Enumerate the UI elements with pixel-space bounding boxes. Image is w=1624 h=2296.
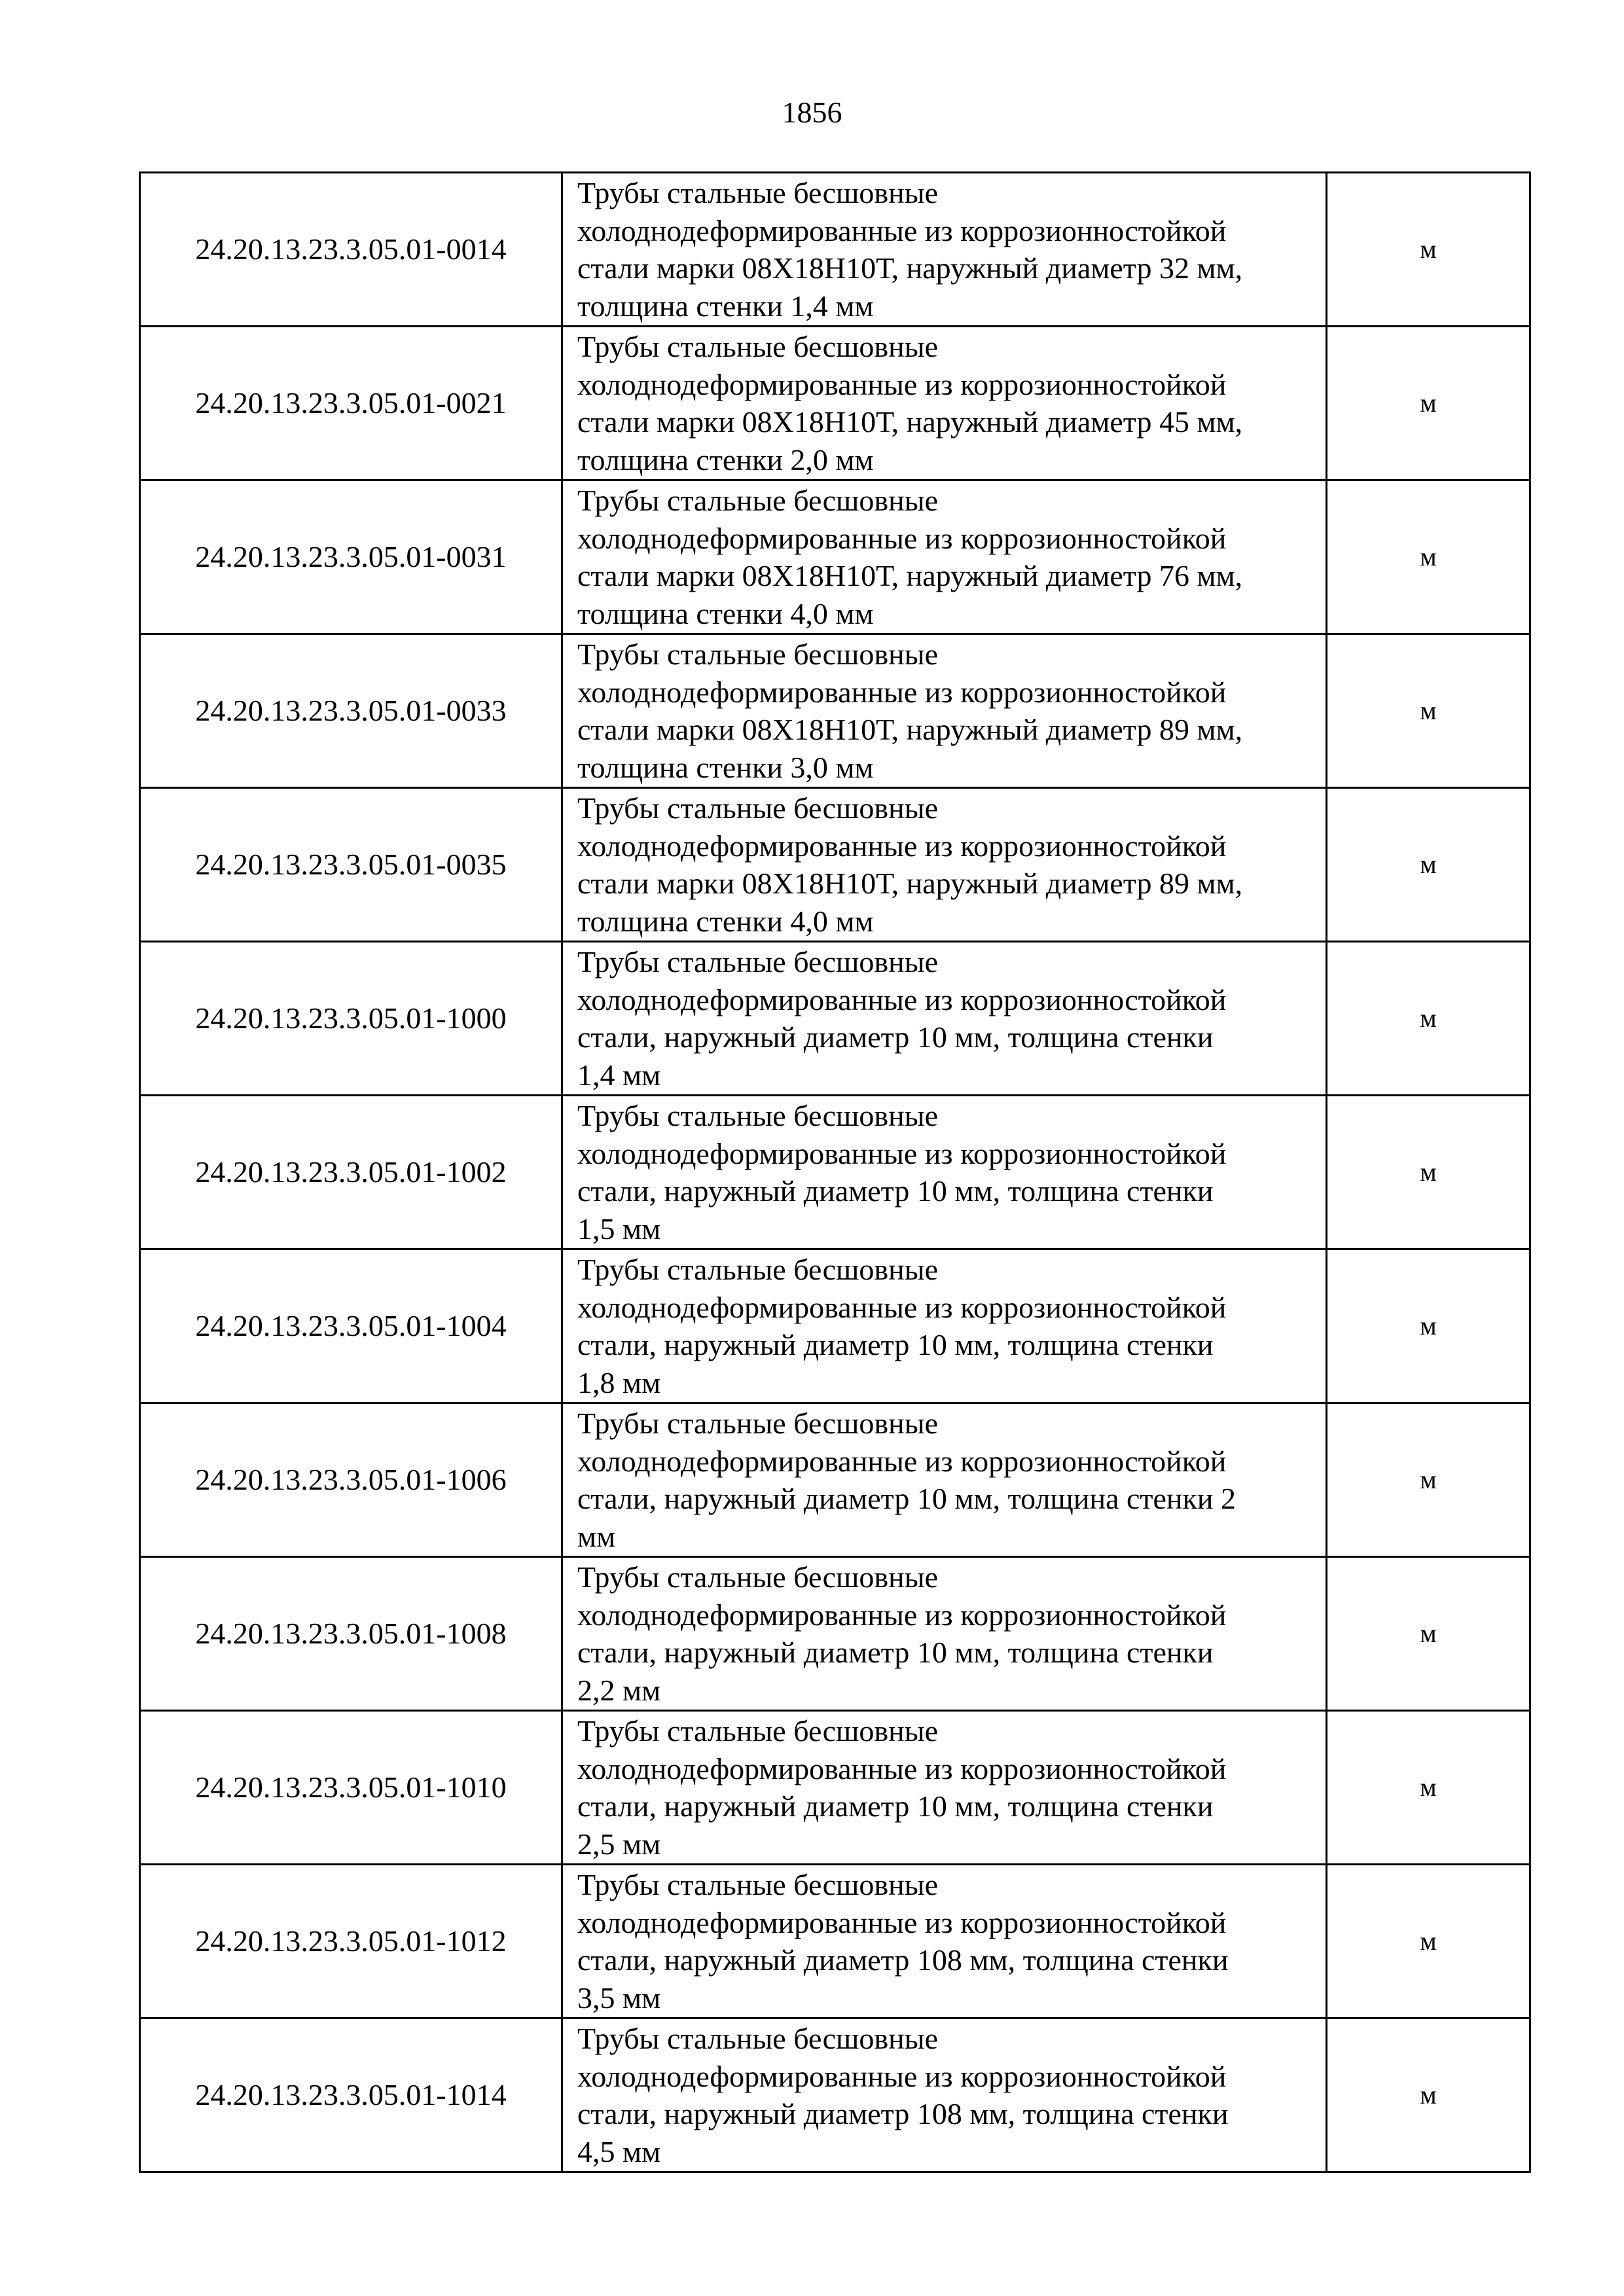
- table-row: [140, 1096, 1530, 1249]
- item-description-cell: [562, 327, 1327, 480]
- page-number: 1856: [782, 96, 842, 129]
- item-unit-cell: м: [1327, 1403, 1530, 1557]
- item-code-cell: 24.20.13.23.3.05.01-1008: [140, 1557, 562, 1711]
- description-line: Трубы стальные бесшовные: [577, 2022, 939, 2055]
- item-code-cell: 24.20.13.23.3.05.01-0021: [140, 327, 562, 480]
- table-row: [140, 942, 1530, 1096]
- description-line: толщина стенки 4,0 мм: [577, 904, 874, 938]
- item-unit-cell: м: [1327, 1249, 1530, 1403]
- table-row: [140, 1403, 1530, 1557]
- description-line: стали, наружный диаметр 108 мм, толщина стенки: [577, 2097, 1229, 2130]
- description-line: стали марки 08Х18Н10Т, наружный диаметр 89 мм,: [577, 867, 1243, 900]
- table-row: [140, 788, 1530, 942]
- item-code-cell: 24.20.13.23.3.05.01-1006: [140, 1403, 562, 1557]
- description-line: Трубы стальные бесшовные: [577, 330, 939, 363]
- description-line: Трубы стальные бесшовные: [577, 791, 939, 825]
- item-description-cell: [562, 1096, 1327, 1249]
- description-line: 2,2 мм: [577, 1673, 661, 1707]
- item-code-cell: 24.20.13.23.3.05.01-0014: [140, 173, 562, 327]
- item-unit-cell: м: [1327, 327, 1530, 480]
- item-description-cell: [562, 1249, 1327, 1403]
- description-line: стали марки 08Х18Н10Т, наружный диаметр 32 мм,: [577, 251, 1243, 285]
- description-line: холоднодеформированные из коррозионностойкой: [577, 2059, 1227, 2093]
- description-line: холоднодеформированные из коррозионностойкой: [577, 1751, 1227, 1785]
- item-unit-cell: м: [1327, 1865, 1530, 2018]
- description-line: холоднодеформированные из коррозионностойкой: [577, 675, 1227, 709]
- description-line: холоднодеформированные из коррозионностойкой: [577, 1136, 1227, 1170]
- description-line: холоднодеформированные из коррозионностойкой: [577, 1444, 1227, 1478]
- description-line: стали, наружный диаметр 10 мм, толщина стенки: [577, 1020, 1214, 1054]
- item-unit-cell: м: [1327, 1711, 1530, 1865]
- item-unit-cell: м: [1327, 942, 1530, 1096]
- item-description-cell: [562, 1403, 1327, 1557]
- description-line: толщина стенки 1,4 мм: [577, 289, 874, 323]
- description-line: стали, наружный диаметр 10 мм, толщина стенки: [577, 1789, 1214, 1823]
- description-line: стали, наружный диаметр 10 мм, толщина стенки 2: [577, 1482, 1236, 1515]
- item-unit-cell: м: [1327, 2018, 1530, 2172]
- table-row: [140, 327, 1530, 480]
- item-code-cell: 24.20.13.23.3.05.01-1000: [140, 942, 562, 1096]
- description-line: стали, наружный диаметр 108 мм, толщина стенки: [577, 1943, 1229, 1977]
- description-line: холоднодеформированные из коррозионностойкой: [577, 213, 1227, 247]
- description-line: Трубы стальные бесшовные: [577, 1868, 939, 1901]
- description-line: Трубы стальные бесшовные: [577, 945, 939, 978]
- description-line: 1,4 мм: [577, 1058, 661, 1092]
- item-unit-cell: м: [1327, 1557, 1530, 1711]
- item-code-cell: 24.20.13.23.3.05.01-1004: [140, 1249, 562, 1403]
- item-code-cell: 24.20.13.23.3.05.01-0035: [140, 788, 562, 942]
- description-line: стали, наружный диаметр 10 мм, толщина стенки: [577, 1328, 1214, 1361]
- table-row: [140, 480, 1530, 634]
- description-line: стали, наружный диаметр 10 мм, толщина стенки: [577, 1174, 1214, 1208]
- description-line: Трубы стальные бесшовные: [577, 637, 939, 671]
- description-line: Трубы стальные бесшовные: [577, 1253, 939, 1286]
- item-description-cell: [562, 173, 1327, 327]
- item-unit-cell: м: [1327, 634, 1530, 788]
- item-description-cell: [562, 788, 1327, 942]
- item-code-cell: 24.20.13.23.3.05.01-1002: [140, 1096, 562, 1249]
- table-row: [140, 1557, 1530, 1711]
- table-body: [140, 173, 1530, 2172]
- description-line: стали марки 08Х18Н10Т, наружный диаметр 45 мм,: [577, 405, 1243, 439]
- item-code-cell: 24.20.13.23.3.05.01-0031: [140, 480, 562, 634]
- description-line: холоднодеформированные из коррозионностойкой: [577, 1905, 1227, 1939]
- description-line: стали, наружный диаметр 10 мм, толщина стенки: [577, 1636, 1214, 1669]
- table-row: [140, 2018, 1530, 2172]
- description-line: толщина стенки 2,0 мм: [577, 442, 874, 476]
- description-line: мм: [577, 1519, 616, 1553]
- description-line: стали марки 08Х18Н10Т, наружный диаметр 76 мм,: [577, 559, 1243, 592]
- description-line: 1,5 мм: [577, 1211, 661, 1246]
- description-line: Трубы стальные бесшовные: [577, 484, 939, 517]
- description-line: 2,5 мм: [577, 1827, 661, 1861]
- item-unit-cell: м: [1327, 1096, 1530, 1249]
- item-unit-cell: м: [1327, 173, 1530, 327]
- item-description-cell: [562, 1711, 1327, 1865]
- item-description-cell: [562, 1865, 1327, 2018]
- item-code-cell: 24.20.13.23.3.05.01-1014: [140, 2018, 562, 2172]
- description-line: холоднодеформированные из коррозионностойкой: [577, 982, 1227, 1016]
- description-line: Трубы стальные бесшовные: [577, 1714, 939, 1748]
- item-description-cell: [562, 634, 1327, 788]
- description-line: толщина стенки 3,0 мм: [577, 750, 874, 784]
- description-line: 3,5 мм: [577, 1981, 661, 2015]
- description-line: толщина стенки 4,0 мм: [577, 596, 874, 630]
- description-line: 4,5 мм: [577, 2134, 661, 2168]
- description-line: холоднодеформированные из коррозионностойкой: [577, 367, 1227, 401]
- description-line: холоднодеформированные из коррозионностойкой: [577, 1290, 1227, 1324]
- item-code-cell: 24.20.13.23.3.05.01-1012: [140, 1865, 562, 2018]
- item-description-cell: [562, 2018, 1327, 2172]
- description-line: стали марки 08Х18Н10Т, наружный диаметр 89 мм,: [577, 713, 1243, 746]
- table-row: [140, 173, 1530, 327]
- item-code-cell: 24.20.13.23.3.05.01-0033: [140, 634, 562, 788]
- description-line: холоднодеформированные из коррозионностойкой: [577, 521, 1227, 555]
- description-line: Трубы стальные бесшовные: [577, 176, 939, 209]
- item-unit-cell: м: [1327, 480, 1530, 634]
- description-line: Трубы стальные бесшовные: [577, 1407, 939, 1440]
- table-row: [140, 1865, 1530, 2018]
- item-description-cell: [562, 942, 1327, 1096]
- description-line: холоднодеформированные из коррозионностойкой: [577, 829, 1227, 863]
- table-row: [140, 1249, 1530, 1403]
- item-description-cell: [562, 480, 1327, 634]
- table-row: [140, 1711, 1530, 1865]
- materials-table: [139, 171, 1531, 2173]
- table-row: [140, 634, 1530, 788]
- description-line: холоднодеформированные из коррозионностойкой: [577, 1598, 1227, 1632]
- item-code-cell: 24.20.13.23.3.05.01-1010: [140, 1711, 562, 1865]
- item-unit-cell: м: [1327, 788, 1530, 942]
- description-line: Трубы стальные бесшовные: [577, 1560, 939, 1594]
- description-line: Трубы стальные бесшовные: [577, 1099, 939, 1132]
- description-line: 1,8 мм: [577, 1365, 661, 1399]
- item-description-cell: [562, 1557, 1327, 1711]
